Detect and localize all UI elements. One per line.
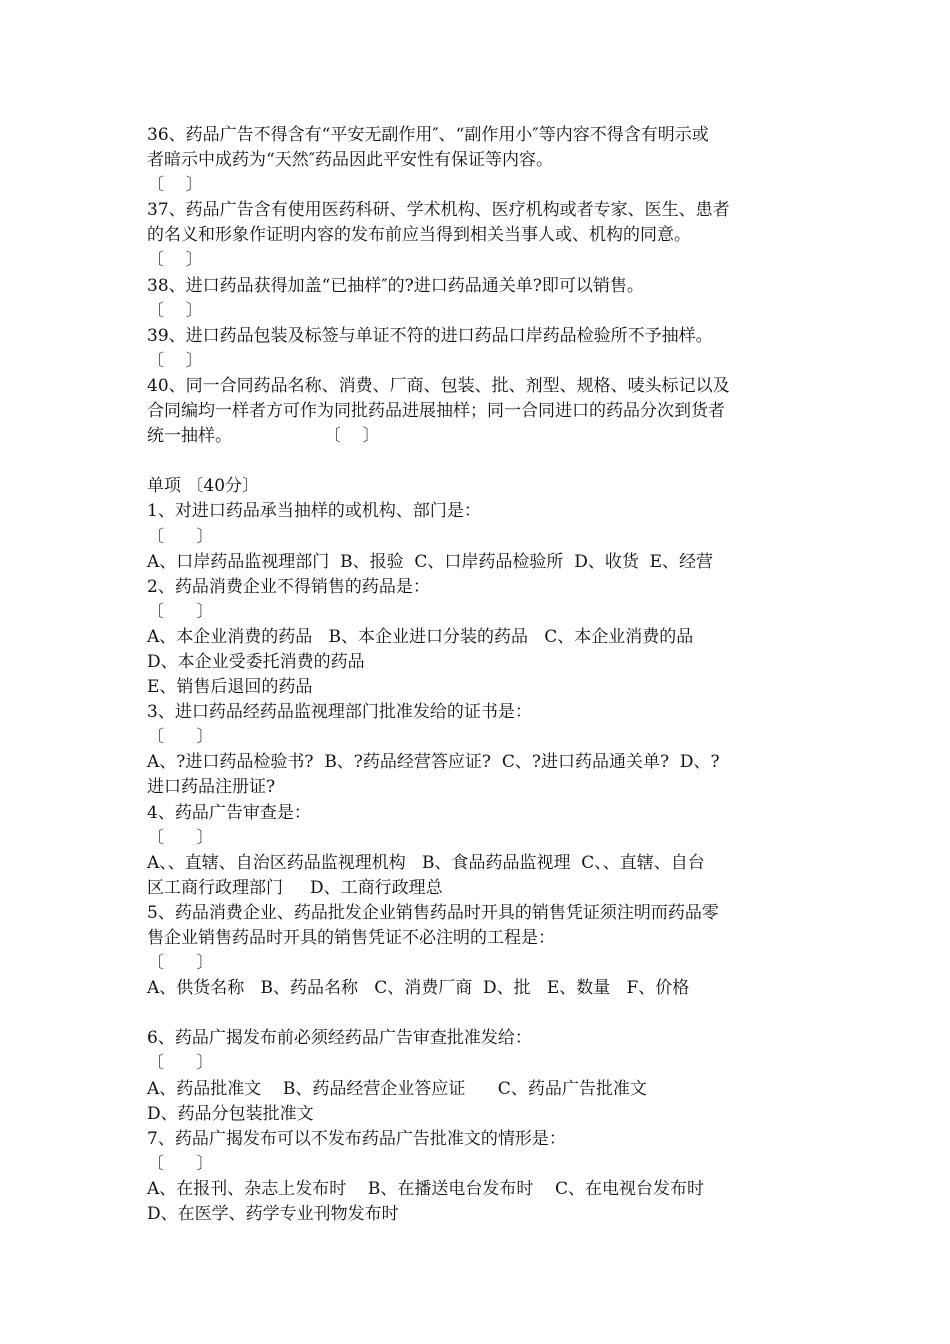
text-line: 的名义和形象作证明内容的发布前应当得到相关当事人或、机构的同意。 — [147, 225, 691, 246]
text-line: 〔 〕 — [147, 250, 203, 271]
text-line: A、在报刊、杂志上发布时 B、在播送电台发布时 C、在电视台发布时 — [147, 1178, 705, 1199]
text-line: A、?进口药品检验书? B、?药品经营答应证? C、?进口药品通关单? D、? — [147, 752, 720, 773]
text-line: 〔 〕 — [147, 300, 203, 321]
text-line: 〔 〕 — [147, 601, 214, 622]
text-line: D、药品分包装批准文 — [147, 1103, 314, 1124]
text-line: 40、同一合同药品名称、消费、厂商、包装、批、剂型、规格、唛头标记以及 — [147, 375, 730, 396]
text-line: 〔 〕 — [147, 526, 214, 547]
text-line: 〔 〕 — [147, 350, 203, 371]
blank-line — [147, 1001, 827, 1026]
text-line: 4、药品广告审查是： — [147, 802, 311, 823]
text-line: 统一抽样。 〔 〕 — [147, 426, 380, 447]
text-line: E、销售后退回的药品 — [147, 677, 313, 698]
text-line: 39、进口药品包装及标签与单证不符的进口药品口岸药品检验所不予抽样。 — [147, 325, 713, 346]
text-line: 〔 〕 — [147, 175, 203, 196]
text-line: 2、药品消费企业不得销售的药品是： — [147, 576, 430, 597]
text-line: 售企业销售药品时开具的销售凭证不必注明的工程是： — [147, 928, 555, 948]
blank-line — [147, 449, 827, 474]
text-line: 37、药品广告含有使用医药科研、学术机构、医疗机构或者专家、医生、患者 — [147, 200, 730, 221]
text-line: 1、对进口药品承当抽样的或机构、部门是： — [147, 501, 481, 522]
document-page — [147, 123, 827, 1227]
text-line: 者暗示中成药为“天然″药品因此平安性有保证等内容。 — [147, 150, 554, 171]
text-line: 36、药品广告不得含有“平安无副作用″、“副作用小″等内容不得含有明示或 — [147, 125, 709, 145]
text-line: 5、药品消费企业、药品批发企业销售药品时开具的销售凭证须注明而药品零 — [147, 902, 719, 923]
text-line: 38、进口药品获得加盖“已抽样″的?进口药品通关单?即可以销售。 — [147, 275, 644, 296]
text-line: 〔 〕 — [147, 827, 214, 848]
text-line: 〔 〕 — [147, 1153, 214, 1174]
text-line: A、供货名称 B、药品名称 C、消费厂商 D、批 E、数量 F、价格 — [147, 978, 690, 999]
text-line: 单项 〔40分〕 — [147, 476, 260, 497]
text-line: 3、进口药品经药品监视理部门批准发给的证书是： — [147, 702, 532, 723]
text-line: A、口岸药品监视理部门 B、报验 C、口岸药品检验所 D、收货 E、经营 — [147, 551, 714, 572]
text-line: 进口药品注册证? — [147, 777, 276, 798]
text-line: 7、药品广揭发布可以不发布药品广告批准文的情形是： — [147, 1128, 566, 1149]
text-line: D、本企业受委托消费的药品 — [147, 651, 365, 672]
text-line: A、、直辖、自治区药品监视理机构 B、食品药品监视理 C、、直辖、自台 — [147, 852, 705, 873]
text-line: 〔 〕 — [147, 727, 214, 748]
text-line: A、药品批准文 B、药品经营企业答应证 C、药品广告批准文 — [147, 1078, 647, 1099]
text-line: 区工商行政理部门 D、工商行政理总 — [147, 877, 443, 898]
text-line: 6、药品广揭发布前必须经药品广告审查批准发给： — [147, 1028, 532, 1049]
text-line: 〔 〕 — [147, 953, 214, 974]
text-line: 〔 〕 — [147, 1053, 214, 1074]
text-line: D、在医学、药学专业刊物发布时 — [147, 1204, 399, 1225]
text-line: 合同编均一样者方可作为同批药品进展抽样；同一合同进口的药品分次到货者 — [147, 401, 725, 422]
text-line: A、本企业消费的药品 B、本企业进口分装的药品 C、本企业消费的品 — [147, 626, 694, 647]
